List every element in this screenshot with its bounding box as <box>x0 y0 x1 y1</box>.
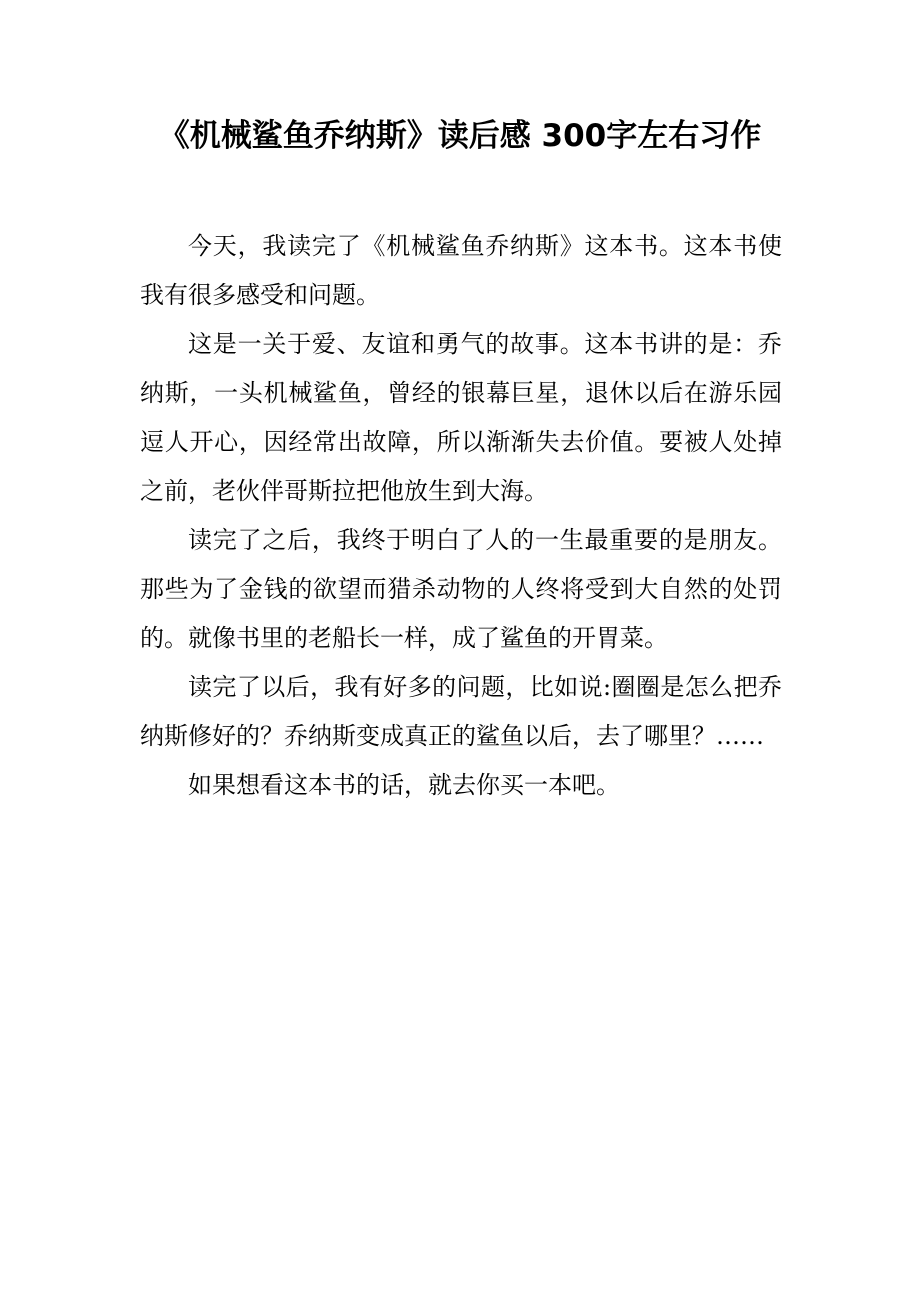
paragraph-3: 读完了之后，我终于明白了人的一生最重要的是朋友。那些为了金钱的欲望而猎杀动物的人终将受到大自然的处罚的。就像书里的老船长一样，成了鲨鱼的开胃菜。 <box>140 526 782 652</box>
document-body <box>140 222 782 810</box>
document-title: 《机械鲨鱼乔纳斯》读后感 300字左右习作 <box>158 118 762 154</box>
paragraph-1: 今天，我读完了《机械鲨鱼乔纳斯》这本书。这本书使我有很多感受和问题。 <box>140 232 782 309</box>
paragraph-2: 这是一关于爱、友谊和勇气的故事。这本书讲的是：乔纳斯，一头机械鲨鱼，曾经的银幕巨星，退休以后在游乐园逗人开心，因经常出故障，所以渐渐失去价值。要被人处掉之前，老伙伴哥斯拉把他放生到大海。 <box>140 330 782 505</box>
paragraph-4: 读完了以后，我有好多的问题，比如说:圈圈是怎么把乔纳斯修好的？乔纳斯变成真正的鲨鱼以后，去了哪里？…… <box>140 673 782 750</box>
paragraph-5: 如果想看这本书的话，就去你买一本吧。 <box>188 771 620 799</box>
